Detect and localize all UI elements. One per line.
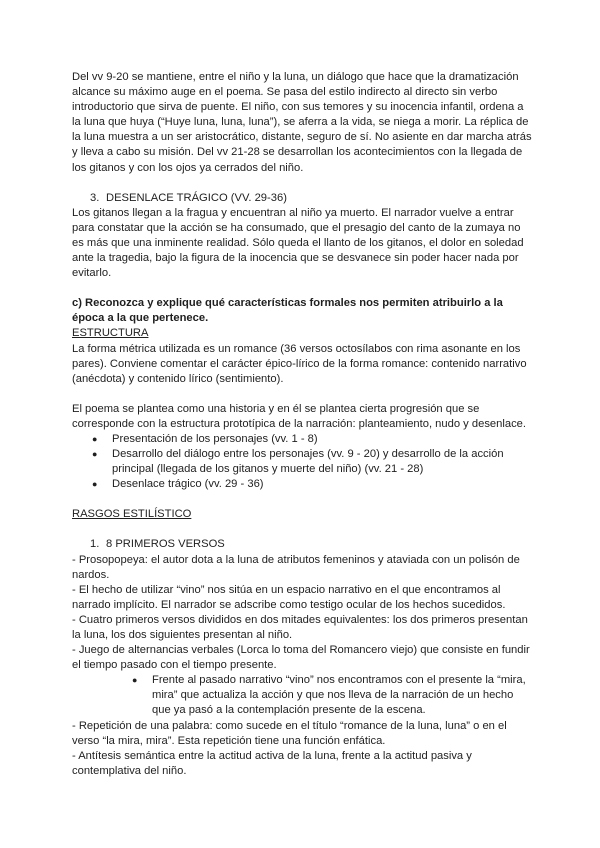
rasgos-line: - Prosopopeya: el autor dota a la luna de atributos femeninos y ataviada con un polisón de nardos.	[72, 553, 520, 581]
rasgos-nested-list	[72, 673, 534, 718]
intro-paragraph: Del vv 9-20 se mantiene, entre el niño y la luna, un diálogo que hace que la dramatización alcance su máximo auge en el poema. Se pasa del estilo indirecto al directo sin verbo introductorio que sirva de puente. El niño, con sus temores y su inocencia infantil, ordena a la luna que huya (“Huye luna, luna, luna”), se aferra a la vida, se niega a morir. La réplica de la luna muestra a un ser aristocrático, distante, seguro de sí. No asiente en dar marcha atrás y lleva a cabo su misión. Del vv 21-28 se desarrollan los acontecimientos con la llegada de los gitanos y con los ojos ya cerrados del niño.	[72, 71, 532, 174]
rasgos-subheading	[90, 537, 534, 552]
list-item: ● Desarrollo del diálogo entre los personajes (vv. 9 - 20) y desarrollo de la acción principal (llegada de los gitanos y muerte del niño) (vv. 21 - 28)	[72, 447, 534, 477]
question-c: c) Reconozca y explique qué características formales nos permiten atribuirlo a la época a la que pertenece.	[72, 297, 503, 325]
rasgos-line: - El hecho de utilizar “vino” nos sitúa en un espacio narrativo en el que encontramos al narrado implícito. El narrador se adscribe como testigo ocular de los hechos sucedidos.	[72, 583, 506, 611]
estructura-heading: ESTRUCTURA	[72, 327, 149, 340]
section-3-title: DESENLACE TRÁGICO (VV. 29-36)	[106, 191, 287, 204]
rasgos-line: - Repetición de una palabra: como sucede en el título “romance de la luna, luna” o en el verso “la mira, mira”. Esta repetición tiene una función enfática.	[72, 719, 507, 747]
document-body	[72, 70, 534, 779]
rasgos-line: - Cuatro primeros versos divididos en dos mitades equivalentes: los dos primeros presentan la luna, los dos siguientes presentan al niño.	[72, 613, 528, 641]
rasgos-heading: RASGOS ESTILÍSTICO	[72, 508, 192, 521]
rasgos-line: - Antítesis semántica entre la actitud activa de la luna, frente a la actitud pasiva y contemplativa del niño.	[72, 749, 472, 777]
rasgos-line: - Juego de alternancias verbales (Lorca lo toma del Romancero viejo) que consiste en fundir el tiempo pasado con el tiempo presente.	[72, 644, 530, 672]
estructura-list	[72, 432, 534, 492]
section-3-number: 3.	[90, 191, 100, 204]
estructura-paragraph-2: El poema se plantea como una historia y en él se plantea cierta progresión que se corresponde con la estructura prototípica de la narración: planteamiento, nudo y desenlace.	[72, 402, 526, 430]
list-item: ● Presentación de los personajes (vv. 1 - 8)	[72, 432, 534, 447]
list-item: ● Desenlace trágico (vv. 29 - 36)	[72, 477, 534, 492]
estructura-paragraph-1: La forma métrica utilizada es un romance (36 versos octosílabos con rima asonante en los pares). Conviene comentar el carácter épico-lírico de la forma romance: contenido narrativo (anécdota) y contenido lírico (sentimiento).	[72, 342, 527, 385]
list-item: ● Frente al pasado narrativo “vino” nos encontramos con el presente la “mira, mira” que actualiza la acción y que nos lleva de la narración de un hecho que ya pasó a la contemplación presente de la escena.	[72, 673, 534, 718]
rasgos-sub-number: 1.	[90, 538, 100, 551]
section-3-text: Los gitanos llegan a la fragua y encuentran al niño ya muerto. El narrador vuelve a entrar para constatar que la acción se ha consumado, que el presagio del canto de la zumaya no es más que una inminente realidad. Sólo queda el llanto de los gitanos, el dolor en soledad ante la tragedia, bajo la figura de la inocencia que se desvanece sin poder hacer nada por evitarlo.	[72, 206, 524, 280]
section-3-heading	[90, 191, 534, 206]
rasgos-sub-title: 8 PRIMEROS VERSOS	[106, 538, 225, 551]
